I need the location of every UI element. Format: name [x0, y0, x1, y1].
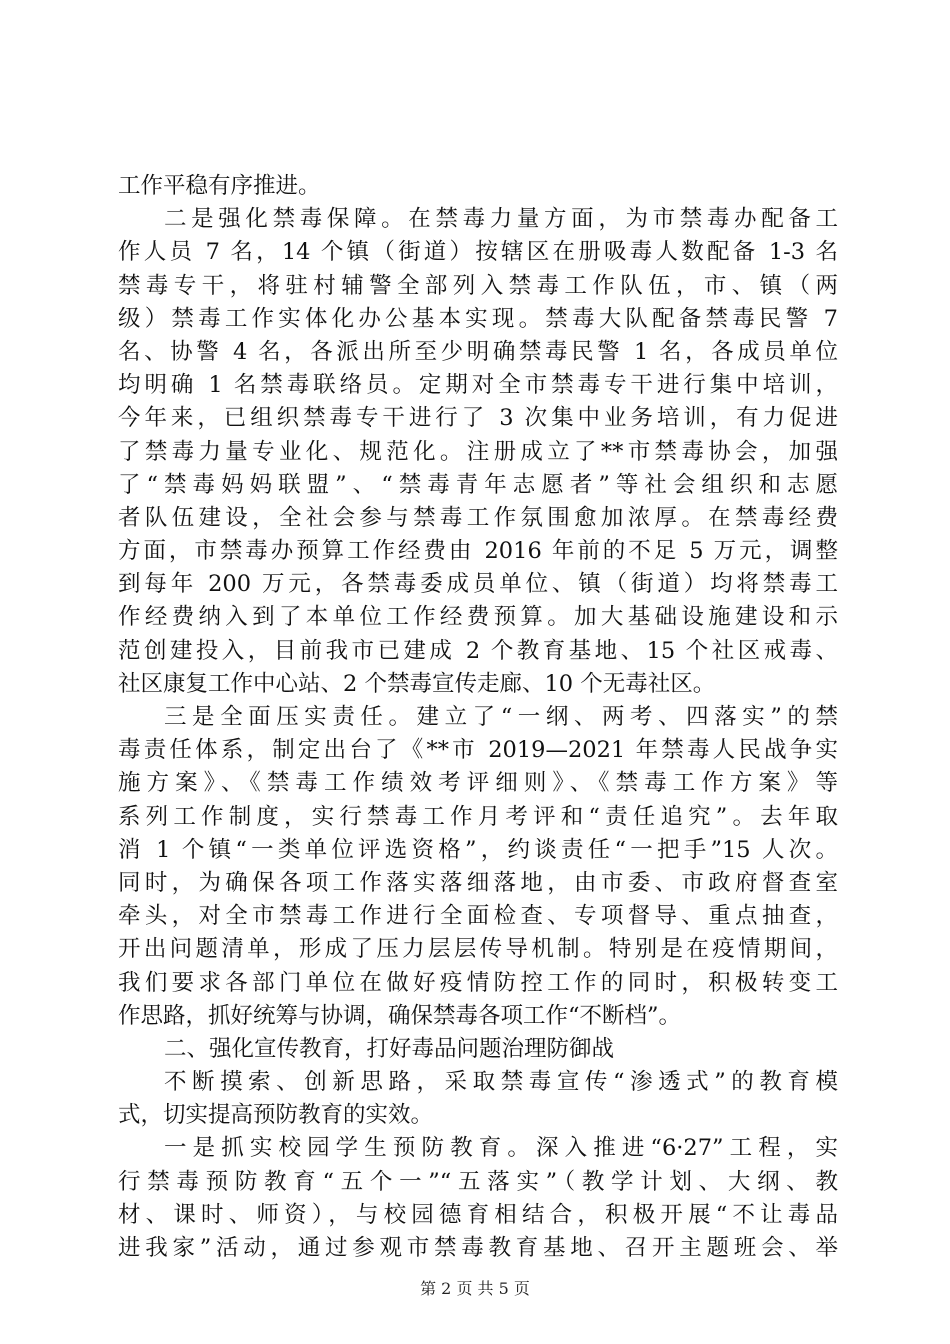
document-body	[118, 170, 838, 1265]
text-line: 三是全面压实责任。建立了“一纲、两考、四落实”的禁	[164, 704, 838, 730]
text-line: 作思路，抓好统筹与协调，确保禁毒各项工作“不断档”。	[118, 1002, 682, 1029]
text-line: 工作平稳有序推进。	[118, 173, 321, 199]
text-line: 范创建投入，目前我市已建成 2 个教育基地、15 个社区戒毒、	[118, 637, 838, 664]
text-line: 进我家”活动，通过参观市禁毒教育基地、召开主题班会、举	[118, 1235, 838, 1261]
text-line: 式，切实提高预防教育的实效。	[118, 1102, 434, 1129]
text-line: 施方案》、《禁毒工作绩效考评细则》、《禁毒工作方案》等	[118, 770, 838, 797]
text-line: 毒责任体系，制定出台了《**市 2019—2021 年禁毒人民战争实	[118, 737, 838, 764]
text-line: 系列工作制度，实行禁毒工作月考评和“责任追究”。去年取	[118, 803, 838, 830]
text-line: 材、课时、师资），与校园德育相结合，积极开展“不让毒品	[118, 1201, 838, 1228]
text-line: 今年来，已组织禁毒专干进行了 3 次集中业务培训，有力促进	[118, 405, 838, 432]
text-line: 开出问题清单，形成了压力层层传导机制。特别是在疫情期间，	[118, 936, 838, 963]
text-line: 到每年 200 万元，各禁毒委成员单位、镇（街道）均将禁毒工	[118, 571, 838, 598]
text-line: 均明确 1 名禁毒联络员。定期对全市禁毒专干进行集中培训，	[118, 372, 838, 399]
text-line: 同时，为确保各项工作落实落细落地，由市委、市政府督查室	[118, 869, 838, 896]
text-line: 二、强化宣传教育，打好毒品问题治理防御战	[164, 1035, 615, 1062]
page-footer: 第 2 页 共 5 页	[420, 1279, 530, 1298]
text-line: 行禁毒预防教育“五个一”“五落实”（教学计划、大纲、教	[118, 1168, 838, 1195]
text-line: 方面，市禁毒办预算工作经费由 2016 年前的不足 5 万元，调整	[118, 538, 838, 565]
text-line: 了“禁毒妈妈联盟”、“禁毒青年志愿者”等社会组织和志愿	[118, 471, 838, 498]
text-line: 不断摸索、创新思路，采取禁毒宣传“渗透式”的教育模	[164, 1069, 838, 1096]
text-line: 我们要求各部门单位在做好疫情防控工作的同时，积极转变工	[118, 969, 838, 996]
text-line: 二是强化禁毒保障。在禁毒力量方面，为市禁毒办配备工	[164, 206, 838, 233]
text-line: 消 1 个镇“一类单位评选资格”，约谈责任“一把手”15 人次。	[118, 836, 838, 863]
text-line: 名、协警 4 名，各派出所至少明确禁毒民警 1 名，各成员单位	[118, 338, 838, 365]
text-line: 者队伍建设，全社会参与禁毒工作氛围愈加浓厚。在禁毒经费	[118, 504, 838, 531]
text-line: 级）禁毒工作实体化办公基本实现。禁毒大队配备禁毒民警 7	[118, 305, 838, 332]
text-line: 一是抓实校园学生预防教育。深入推进“6·27”工程，实	[164, 1135, 838, 1162]
text-line: 牵头，对全市禁毒工作进行全面检查、专项督导、重点抽查，	[118, 903, 838, 930]
text-line: 社区康复工作中心站、2 个禁毒宣传走廊、10 个无毒社区。	[118, 670, 716, 697]
text-line: 禁毒专干，将驻村辅警全部列入禁毒工作队伍，市、镇（两	[118, 272, 838, 299]
text-line: 作人员 7 名，14 个镇（街道）按辖区在册吸毒人数配备 1-3 名	[118, 239, 838, 266]
text-line: 作经费纳入到了本单位工作经费预算。加大基础设施建设和示	[118, 604, 838, 631]
text-line: 了禁毒力量专业化、规范化。注册成立了**市禁毒协会，加强	[118, 438, 838, 465]
